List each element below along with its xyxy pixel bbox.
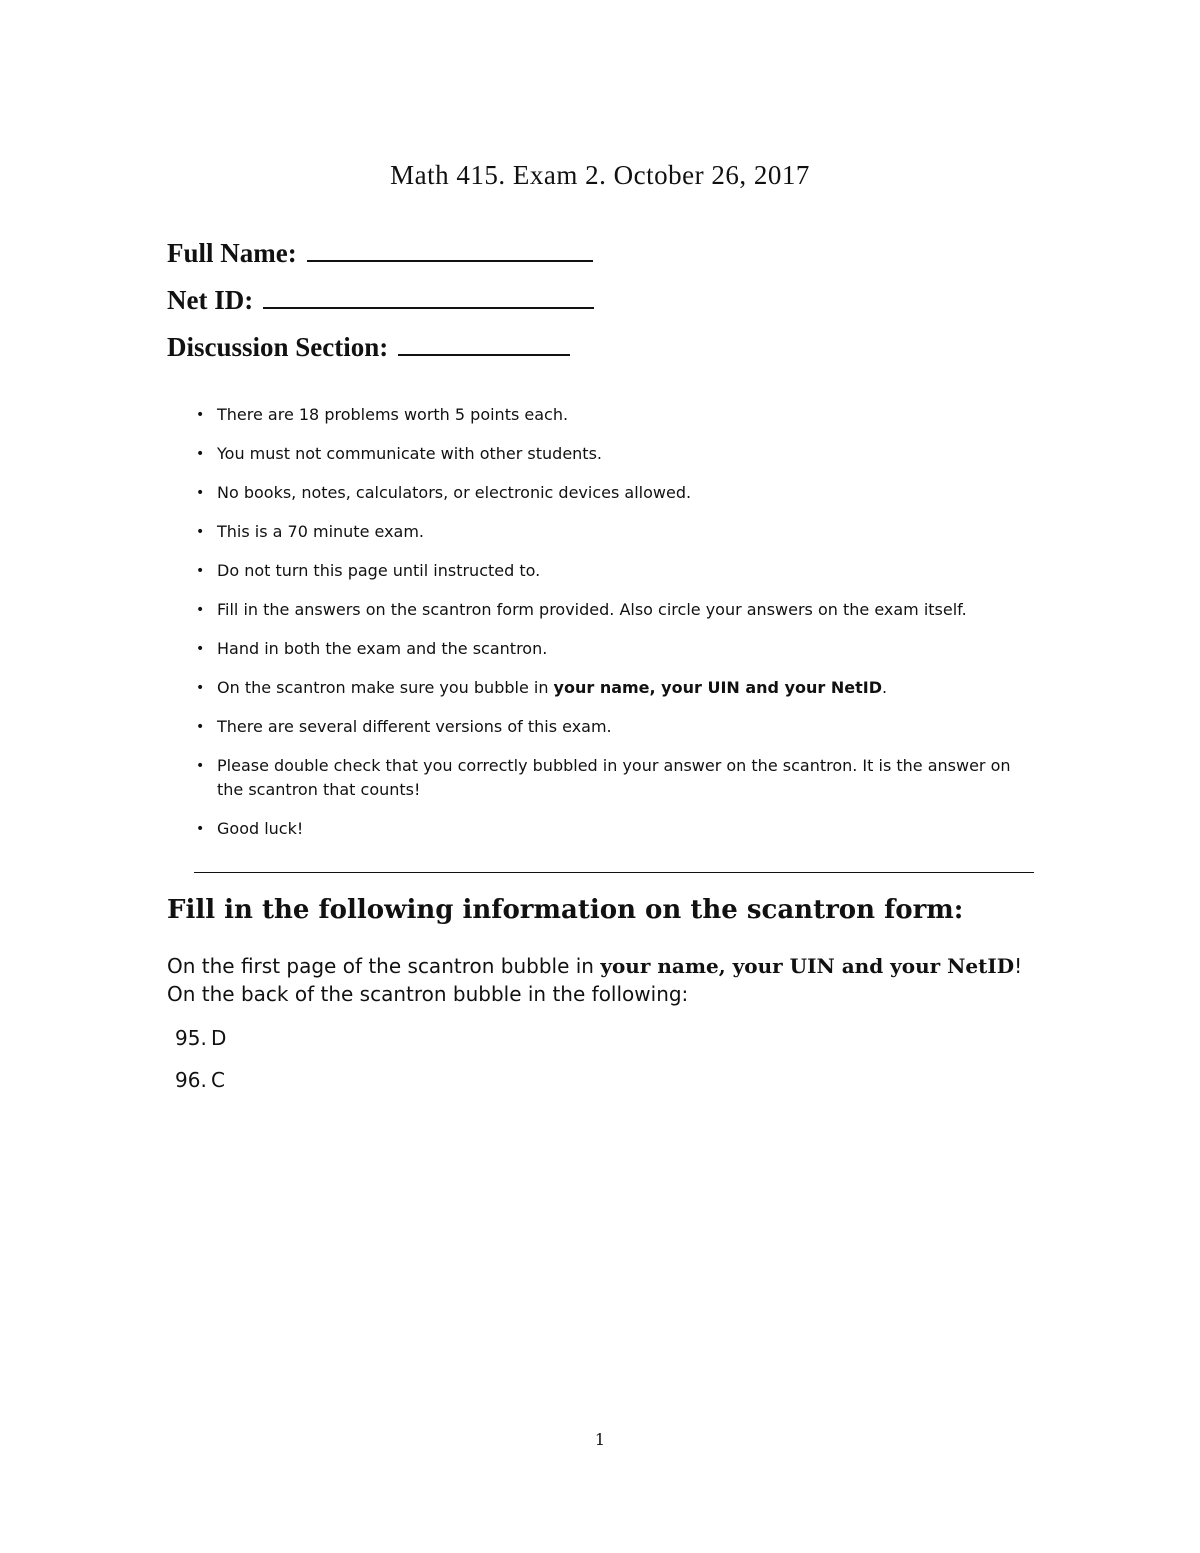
rule-item-scantron bbox=[196, 676, 1036, 700]
instruction-line-2: On the back of the scantron bubble in the following: bbox=[167, 982, 689, 1006]
answer-number: 95. bbox=[175, 1026, 207, 1050]
rule-item bbox=[196, 637, 1036, 661]
answer-row bbox=[175, 1026, 226, 1068]
full-name-field bbox=[167, 238, 593, 269]
discussion-section-blank-line bbox=[398, 334, 570, 356]
answer-row bbox=[175, 1068, 226, 1110]
rule-text: No books, notes, calculators, or electronic devices allowed. bbox=[217, 483, 692, 502]
discussion-section-label: Discussion Section: bbox=[167, 332, 389, 362]
net-id-field bbox=[167, 285, 594, 316]
rule-item bbox=[196, 754, 1036, 802]
bullet-icon: • bbox=[196, 821, 205, 837]
rule-item bbox=[196, 817, 1036, 841]
scantron-instructions bbox=[167, 952, 1022, 1008]
rule-text: Do not turn this page until instructed to. bbox=[217, 561, 541, 580]
bullet-icon: • bbox=[196, 758, 205, 774]
answer-value: C bbox=[211, 1068, 225, 1092]
answer-list bbox=[175, 1026, 226, 1110]
answer-value: D bbox=[211, 1026, 227, 1050]
rule-item bbox=[196, 403, 1036, 427]
discussion-section-field bbox=[167, 332, 570, 363]
net-id-label: Net ID: bbox=[167, 285, 254, 315]
rule-text: Please double check that you correctly bubbled in your answer on the scantron. It is the answer on the scantron that counts! bbox=[217, 756, 1011, 799]
full-name-blank-line bbox=[307, 240, 593, 262]
instruction-suffix: ! bbox=[1014, 954, 1023, 978]
instruction-prefix: On the first page of the scantron bubble in bbox=[167, 954, 601, 978]
rule-text: Good luck! bbox=[217, 819, 304, 838]
rule-text: There are several different versions of this exam. bbox=[217, 717, 612, 736]
answer-number: 96. bbox=[175, 1068, 207, 1092]
bullet-icon: • bbox=[196, 524, 205, 540]
rule-text-prefix: On the scantron make sure you bubble in bbox=[217, 678, 554, 697]
bullet-icon: • bbox=[196, 719, 205, 735]
rule-text: This is a 70 minute exam. bbox=[217, 522, 425, 541]
instruction-bold: your name, your UIN and your NetID bbox=[600, 954, 1015, 978]
exam-rules-list bbox=[196, 403, 1036, 856]
page-number: 1 bbox=[594, 1430, 606, 1449]
rule-item bbox=[196, 520, 1036, 544]
rule-item bbox=[196, 715, 1036, 739]
rule-item bbox=[196, 442, 1036, 466]
rule-item bbox=[196, 559, 1036, 583]
exam-title: Math 415. Exam 2. October 26, 2017 bbox=[390, 160, 810, 190]
rule-text: You must not communicate with other students. bbox=[217, 444, 602, 463]
full-name-label: Full Name: bbox=[167, 238, 297, 268]
bullet-icon: • bbox=[196, 563, 205, 579]
rule-text: Hand in both the exam and the scantron. bbox=[217, 639, 548, 658]
rule-item bbox=[196, 481, 1036, 505]
rule-text-bold: your name, your UIN and your NetID bbox=[553, 678, 882, 697]
rule-text-suffix: . bbox=[881, 678, 888, 697]
bullet-icon: • bbox=[196, 407, 205, 423]
scantron-section-heading: Fill in the following information on the scantron form: bbox=[167, 895, 964, 925]
bullet-icon: • bbox=[196, 485, 205, 501]
bullet-icon: • bbox=[196, 641, 205, 657]
instruction-line-1 bbox=[167, 952, 1022, 980]
rule-item bbox=[196, 598, 1036, 622]
bullet-icon: • bbox=[196, 602, 205, 618]
bullet-icon: • bbox=[196, 446, 205, 462]
rule-text: There are 18 problems worth 5 points each. bbox=[217, 405, 569, 424]
bullet-icon: • bbox=[196, 680, 205, 696]
net-id-blank-line bbox=[263, 287, 594, 309]
rule-text: Fill in the answers on the scantron form provided. Also circle your answers on the exam itself. bbox=[217, 600, 967, 619]
horizontal-divider bbox=[194, 872, 1034, 873]
